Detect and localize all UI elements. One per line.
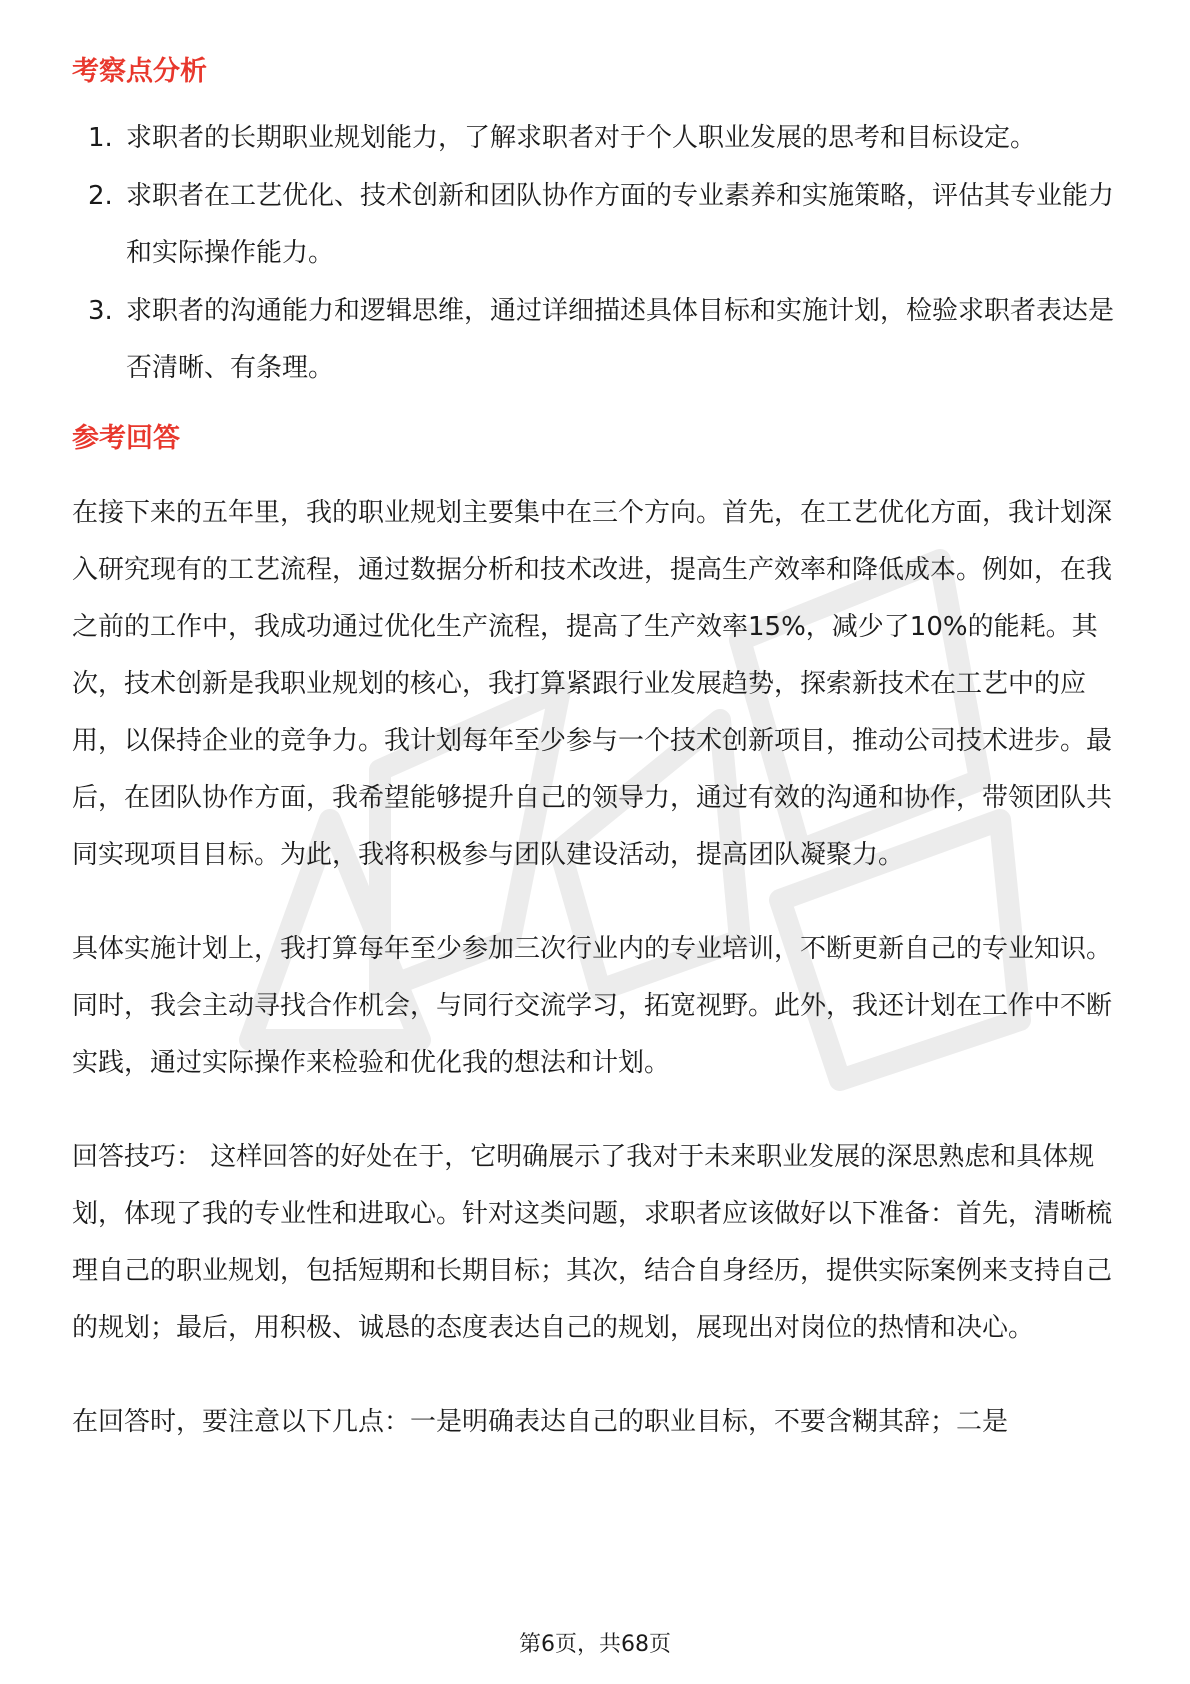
answer-paragraph: 在接下来的五年里，我的职业规划主要集中在三个方向。首先，在工艺优化方面，我计划深入研究现有的工艺流程，通过数据分析和技术改进，提高生产效率和降低成本。例如，在我之前的工作中，我成功通过优化生产流程，提高了生产效率15%，减少了10%的能耗。其次，技术创新是我职业规划的核心，我打算紧跟行业发展趋势，探索新技术在工艺中的应用，以保持企业的竞争力。我计划每年至少参与一个技术创新项目，推动公司技术进步。最后，在团队协作方面，我希望能够提升自己的领导力，通过有效的沟通和协作，带领团队共同实现项目目标。为此，我将积极参与团队建设活动，提高团队凝聚力。 xyxy=(72,498,1113,870)
list-item-text: 求职者的长期职业规划能力，了解求职者对于个人职业发展的思考和目标设定。 xyxy=(126,123,1037,153)
list-item-text: 求职者在工艺优化、技术创新和团队协作方面的专业素养和实施策略，评估其专业能力和实际操作能力。 xyxy=(126,181,1115,268)
answer-tips-paragraph: 回答技巧： 这样回答的好处在于，它明确展示了我对于未来职业发展的深思熟虑和具体规划，体现了我的专业性和进取心。针对这类问题，求职者应该做好以下准备：首先，清晰梳理自己的职业规划，包括短期和长期目标；其次，结合自身经历，提供实际案例来支持自己的规划；最后，用积极、诚恳的态度表达自己的规划，展现出对岗位的热情和决心。 xyxy=(72,1142,1113,1343)
analysis-heading: 考察点分析 xyxy=(72,56,207,87)
list-item xyxy=(72,283,1122,397)
analysis-list xyxy=(72,110,1122,397)
list-item xyxy=(72,110,1122,167)
list-item-text: 求职者的沟通能力和逻辑思维，通过详细描述具体目标和实施计划，检验求职者表达是否清晰、有条理。 xyxy=(126,296,1115,383)
page-number: 第6页，共68页 xyxy=(519,1632,671,1657)
answer-heading: 参考回答 xyxy=(72,423,180,454)
answer-paragraph: 具体实施计划上，我打算每年至少参加三次行业内的专业培训，不断更新自己的专业知识。同时，我会主动寻找合作机会，与同行交流学习，拓宽视野。此外，我还计划在工作中不断实践，通过实际操作来检验和优化我的想法和计划。 xyxy=(72,934,1113,1078)
answer-paragraph: 在回答时，要注意以下几点：一是明确表达自己的职业目标，不要含糊其辞；二是 xyxy=(72,1407,1009,1437)
document-content xyxy=(72,48,1122,1451)
list-item-number: 2. xyxy=(88,181,113,211)
list-item-number: 3. xyxy=(88,296,113,326)
list-item-number: 1. xyxy=(88,123,113,153)
list-item xyxy=(72,168,1122,282)
